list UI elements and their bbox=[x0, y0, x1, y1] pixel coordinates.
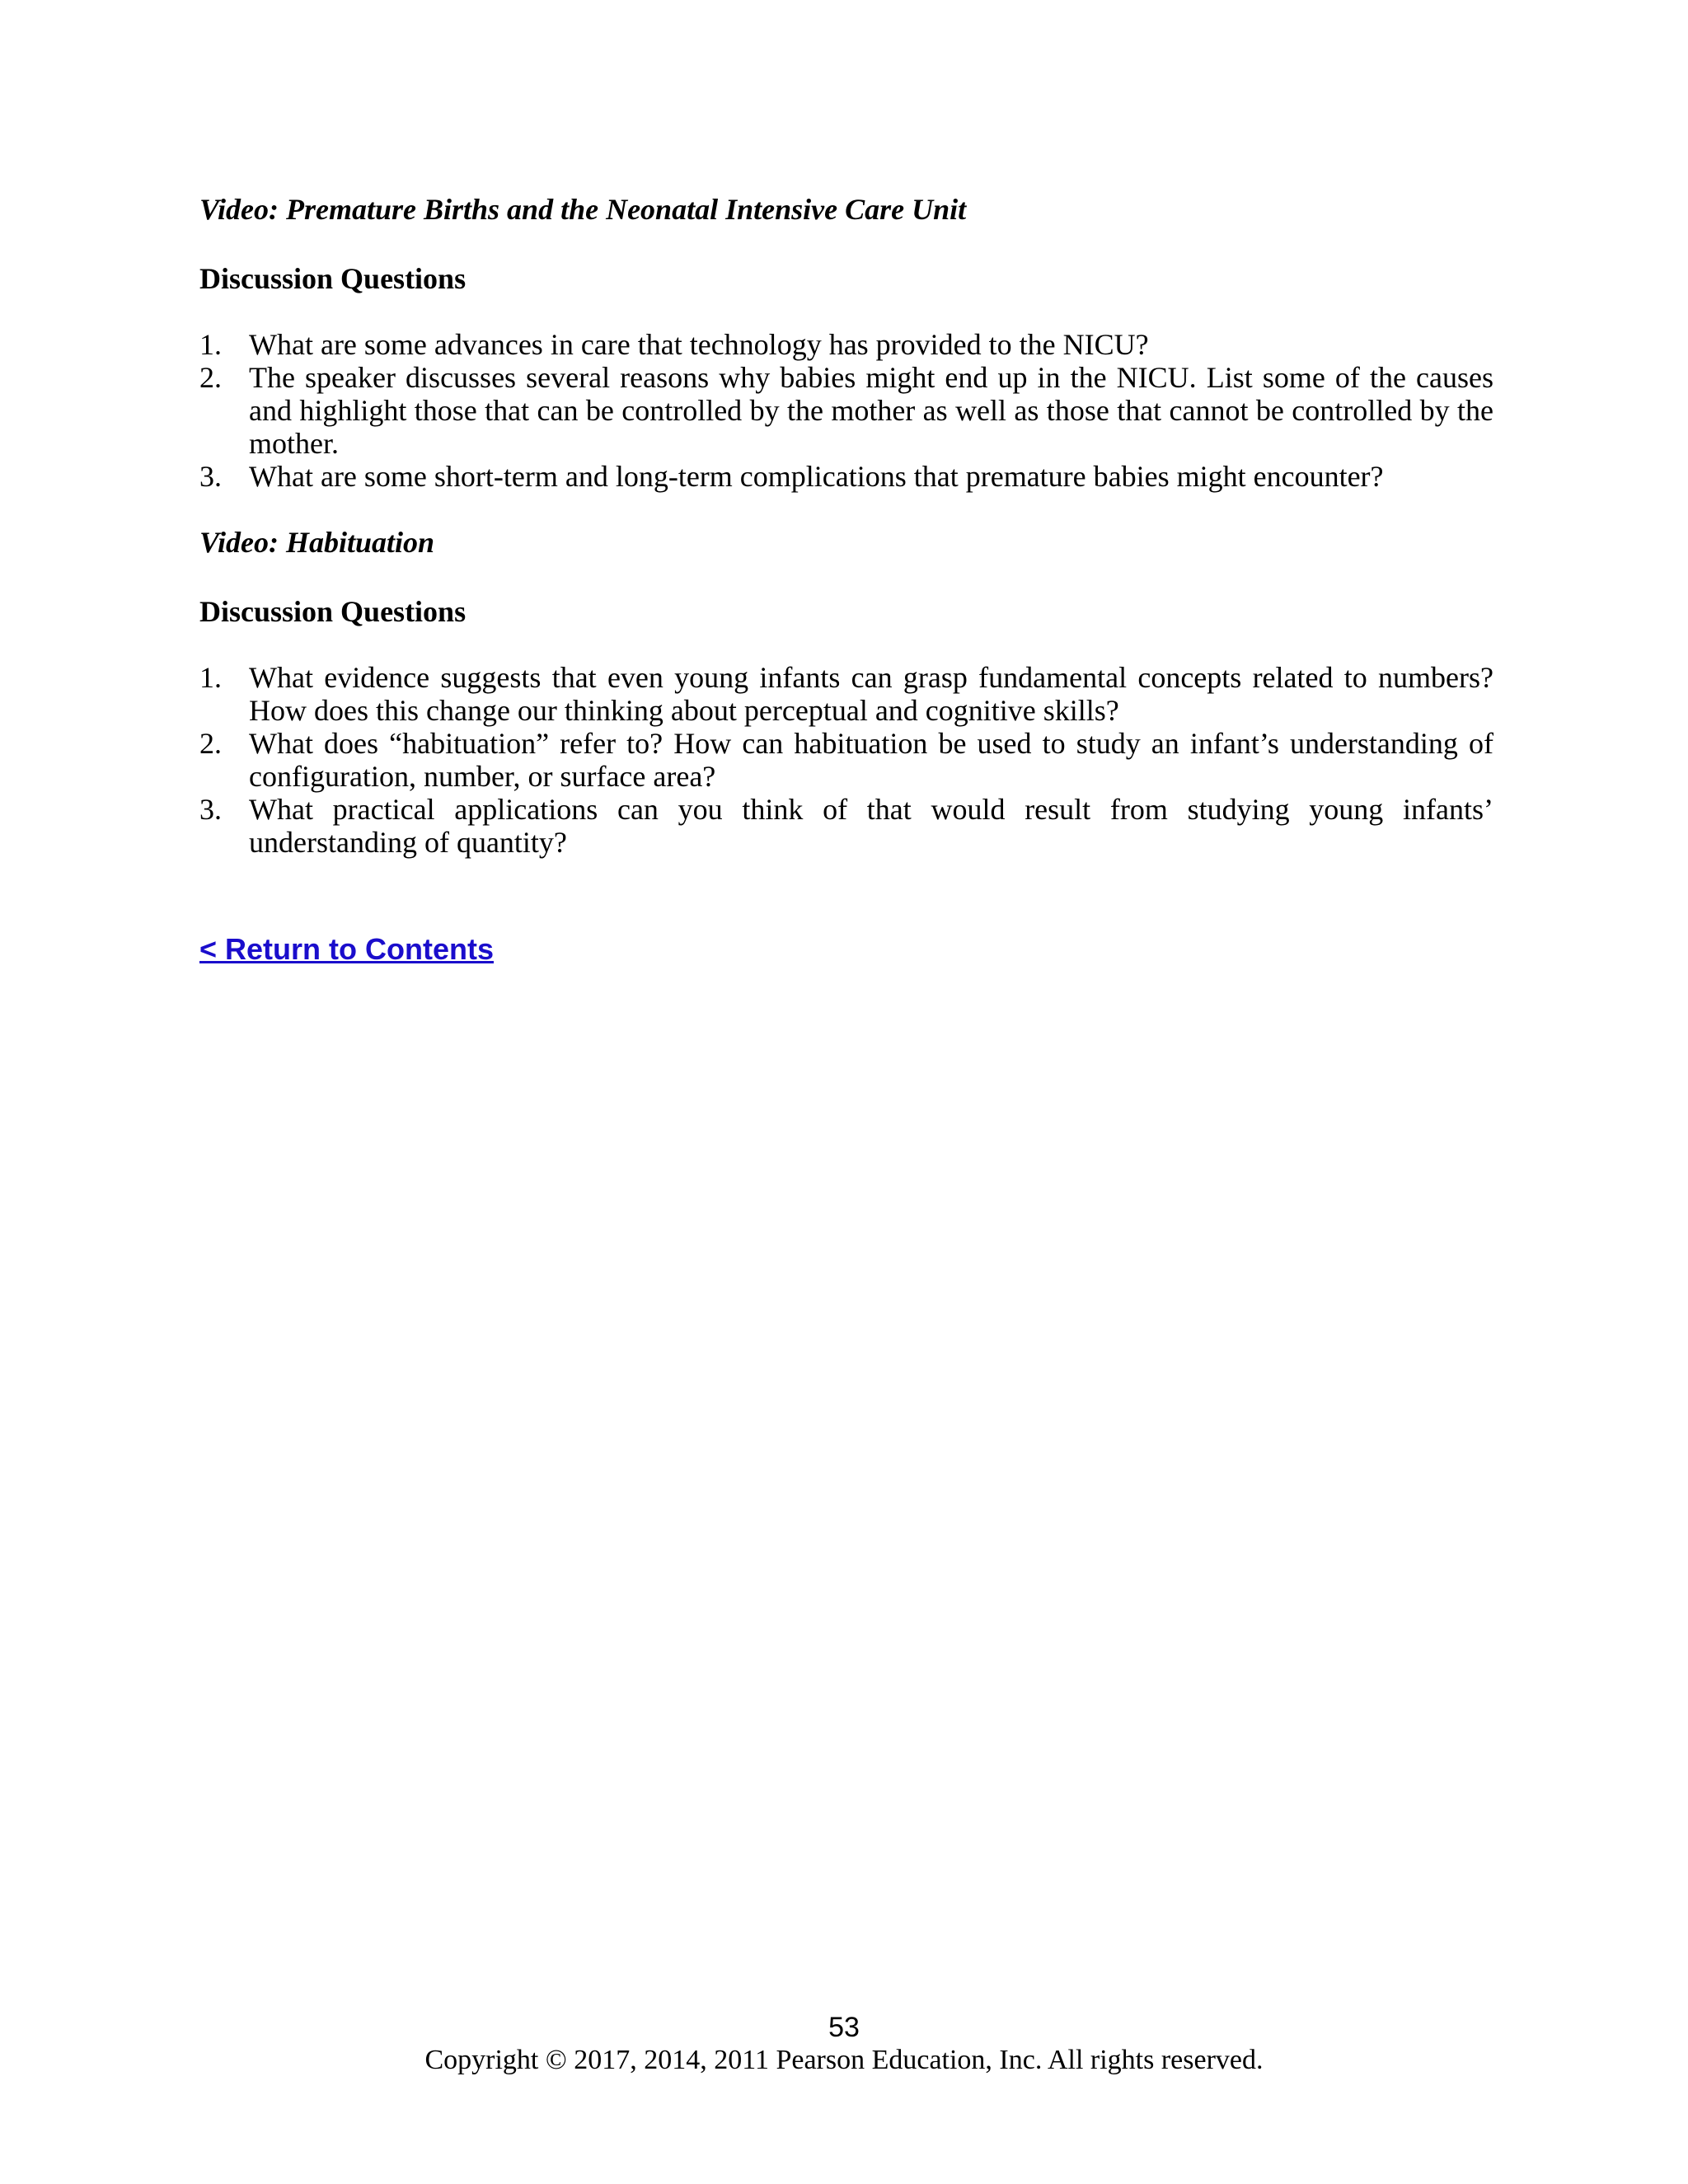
question-text: What evidence suggests that even young infants can grasp fundamental concepts related to numbers? How does this change our thinking about perceptual and cognitive skills? bbox=[249, 661, 1493, 727]
question-item bbox=[199, 460, 1493, 493]
question-list bbox=[199, 328, 1493, 493]
question-number: 2. bbox=[199, 361, 222, 394]
page-content bbox=[199, 190, 1493, 968]
question-text: What are some short-term and long-term complications that premature babies might encounter? bbox=[249, 460, 1384, 493]
question-list bbox=[199, 661, 1493, 859]
video-section-habituation bbox=[199, 523, 1493, 859]
video-section-nicu bbox=[199, 190, 1493, 493]
video-title: Video: Habituation bbox=[199, 526, 435, 559]
return-to-contents-link[interactable]: < Return to Contents bbox=[199, 932, 494, 966]
question-number: 3. bbox=[199, 460, 222, 493]
page-footer bbox=[0, 2011, 1688, 2077]
question-number: 1. bbox=[199, 328, 222, 361]
question-number: 2. bbox=[199, 727, 222, 760]
copyright-notice: Copyright © 2017, 2014, 2011 Pearson Education, Inc. All rights reserved. bbox=[424, 2045, 1264, 2075]
question-text: The speaker discusses several reasons why babies might end up in the NICU. List some of the causes and highlight those that can be controlled by the mother as well as those that cannot be controlled by the mother. bbox=[249, 361, 1493, 460]
question-item bbox=[199, 361, 1493, 460]
question-text: What are some advances in care that technology has provided to the NICU? bbox=[249, 328, 1149, 361]
page-number: 53 bbox=[828, 2012, 860, 2043]
discussion-questions-heading: Discussion Questions bbox=[199, 595, 467, 628]
question-item bbox=[199, 727, 1493, 793]
discussion-questions-heading: Discussion Questions bbox=[199, 262, 467, 295]
question-number: 1. bbox=[199, 661, 222, 694]
question-item bbox=[199, 661, 1493, 727]
video-title: Video: Premature Births and the Neonatal Intensive Care Unit bbox=[199, 193, 967, 226]
question-item bbox=[199, 328, 1493, 361]
question-text: What practical applications can you think of that would result from studying young infants’ understanding of quantity? bbox=[249, 793, 1493, 859]
question-item bbox=[199, 793, 1493, 859]
question-text: What does “habituation” refer to? How can habituation be used to study an infant’s understanding of configuration, number, or surface area? bbox=[249, 727, 1493, 793]
question-number: 3. bbox=[199, 793, 222, 826]
